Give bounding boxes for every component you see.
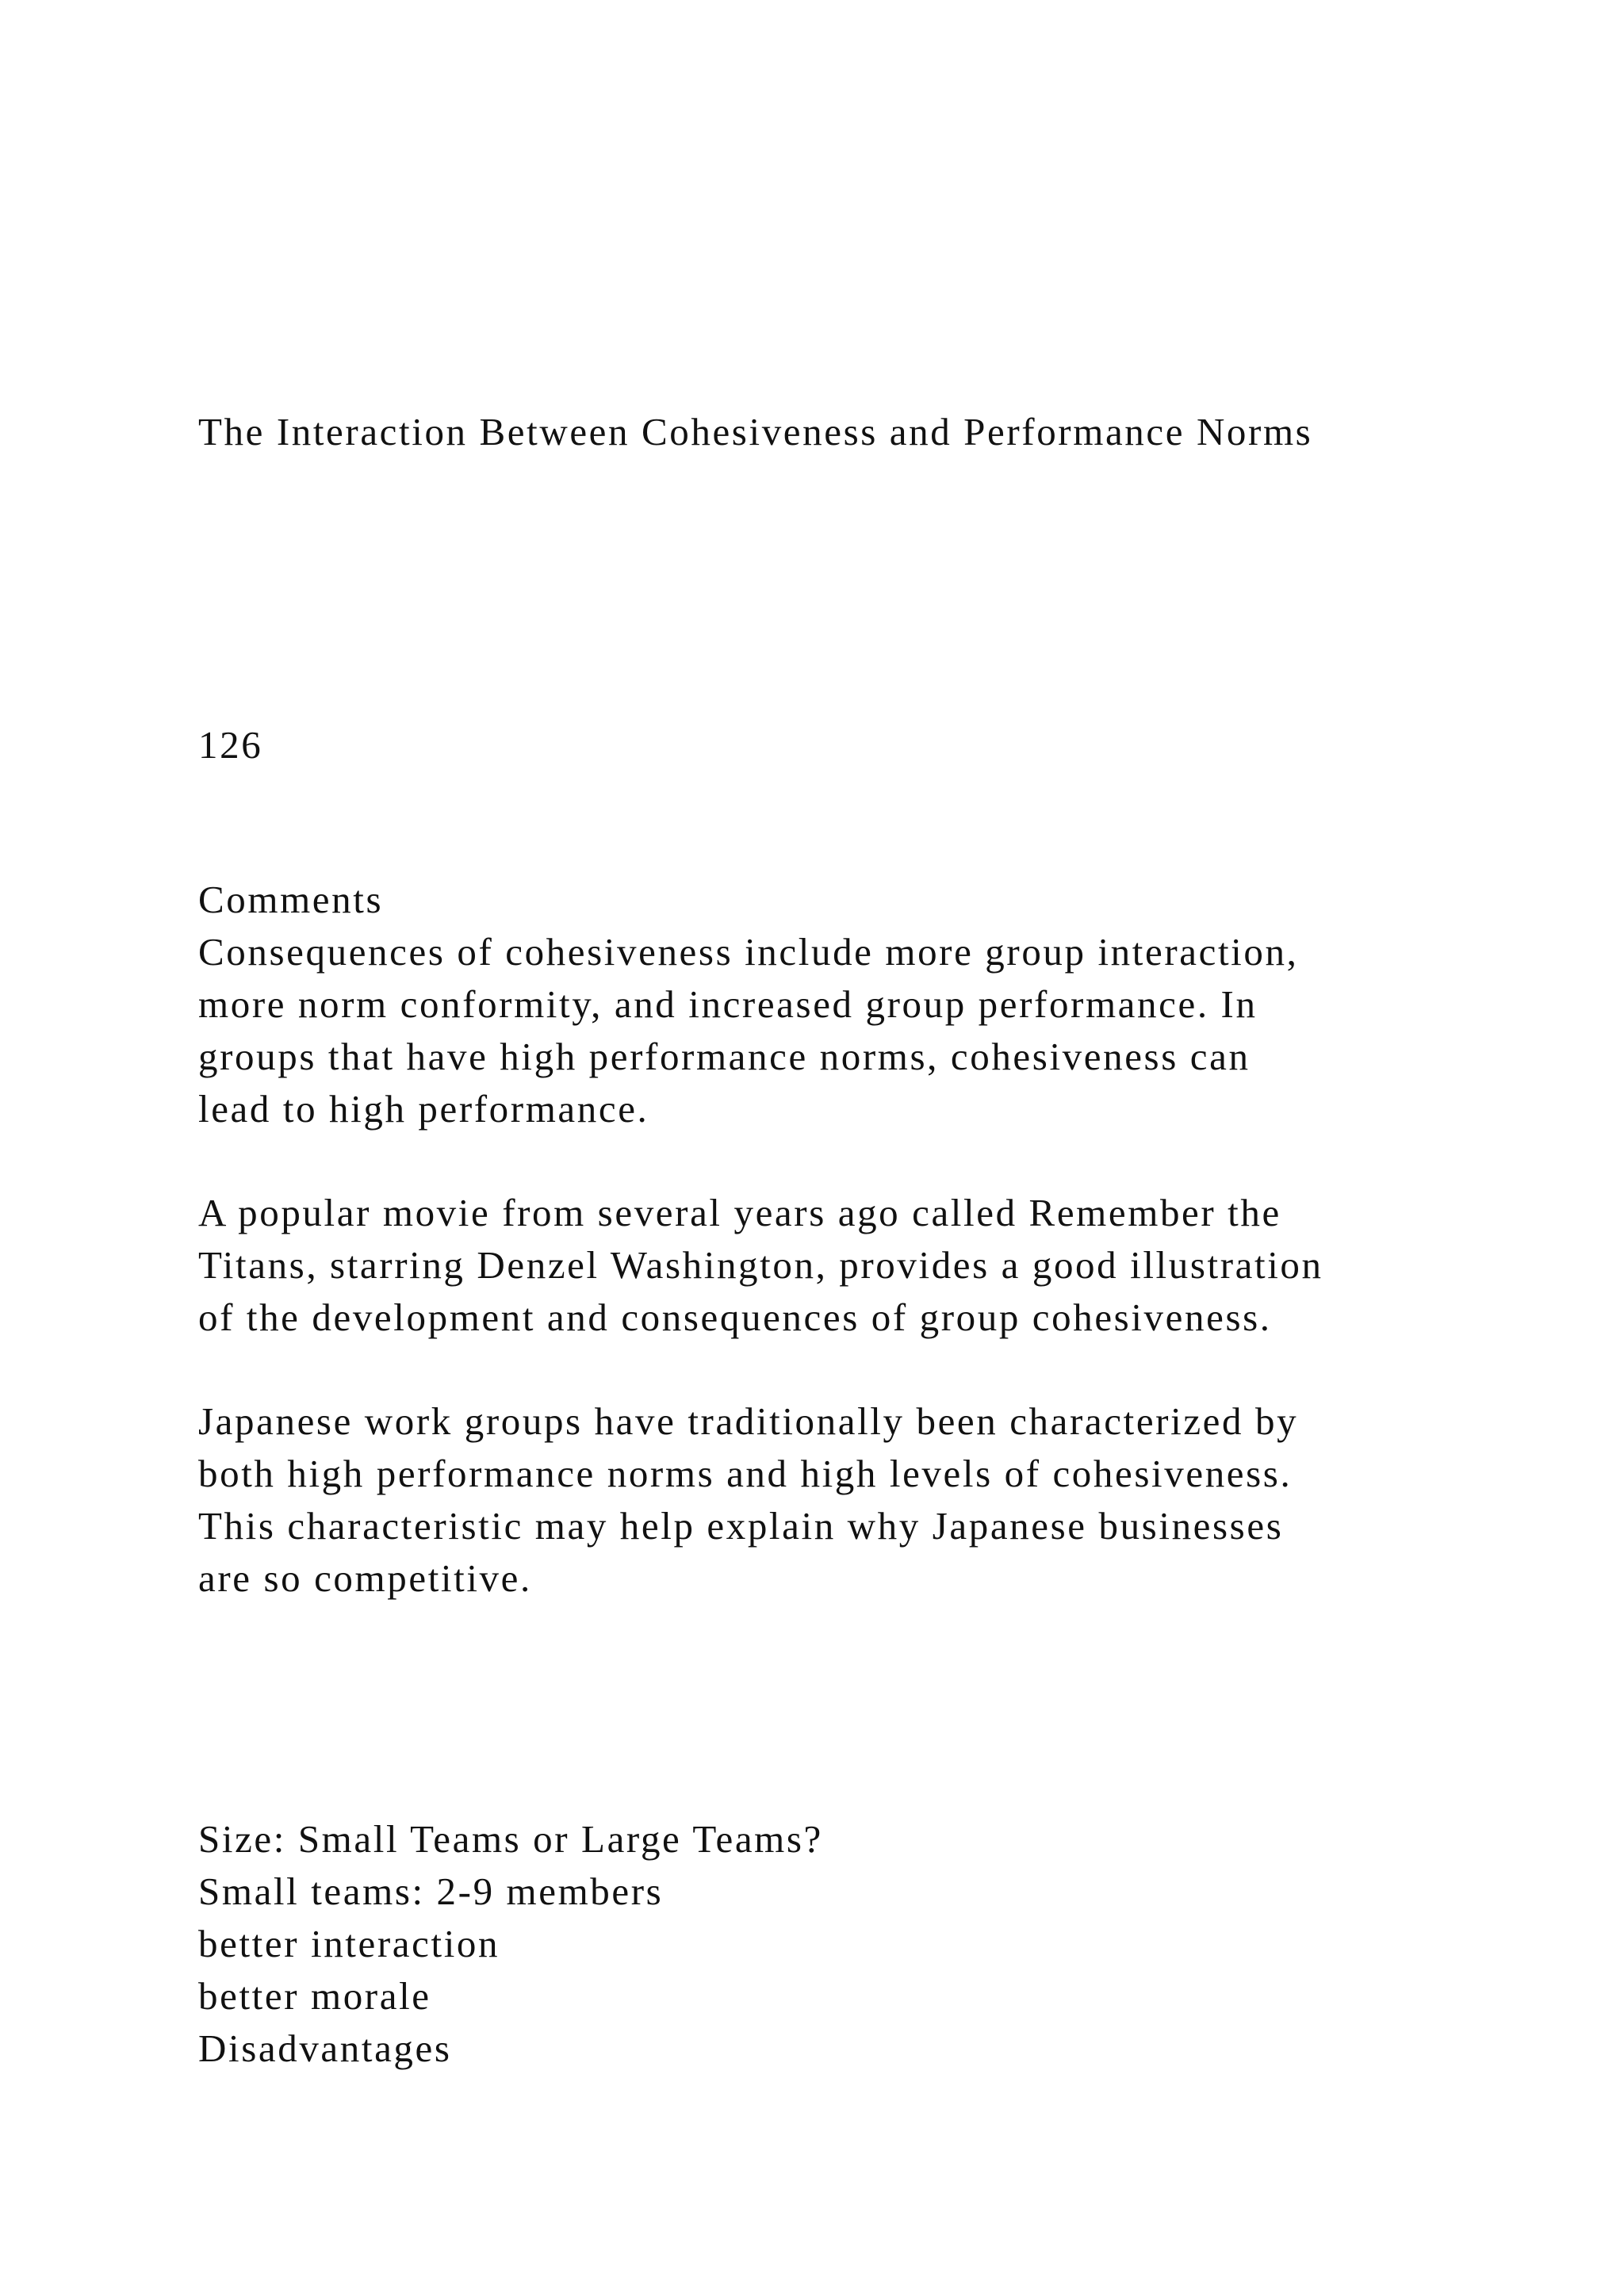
page-number: 126 [198,723,263,767]
paragraph-line: Japanese work groups have traditionally been characterized by [198,1399,1299,1443]
slide-title: The Interaction Between Cohesiveness and Performance Norms [198,410,1313,453]
paragraph-remember-the-titans [198,1187,1323,1344]
paragraph-line: lead to high performance. [198,1087,649,1131]
paragraph-japanese-work-groups [198,1395,1298,1605]
list-item: better interaction [198,1922,500,1965]
paragraph-line: Consequences of cohesiveness include more group interaction, [198,930,1299,974]
size-section [198,1813,823,2075]
paragraph-line: Titans, starring Denzel Washington, provides a good illustration [198,1243,1323,1287]
paragraph-line: groups that have high performance norms, cohesiveness can [198,1035,1251,1078]
paragraph-line: This characteristic may help explain why Japanese businesses [198,1504,1284,1548]
list-item: better morale [198,1974,431,2018]
paragraph-line: both high performance norms and high levels of cohesiveness. [198,1452,1293,1495]
comments-section [198,874,1298,1135]
size-heading: Size: Small Teams or Large Teams? [198,1817,823,1861]
paragraph-line: more norm conformity, and increased group performance. In [198,982,1258,1026]
list-item: Disadvantages [198,2026,452,2070]
paragraph-line: of the development and consequences of group cohesiveness. [198,1295,1272,1339]
paragraph-line: are so competitive. [198,1556,532,1600]
paragraph-line: A popular movie from several years ago called Remember the [198,1191,1281,1234]
list-item: Small teams: 2-9 members [198,1869,664,1913]
comments-heading: Comments [198,878,384,921]
